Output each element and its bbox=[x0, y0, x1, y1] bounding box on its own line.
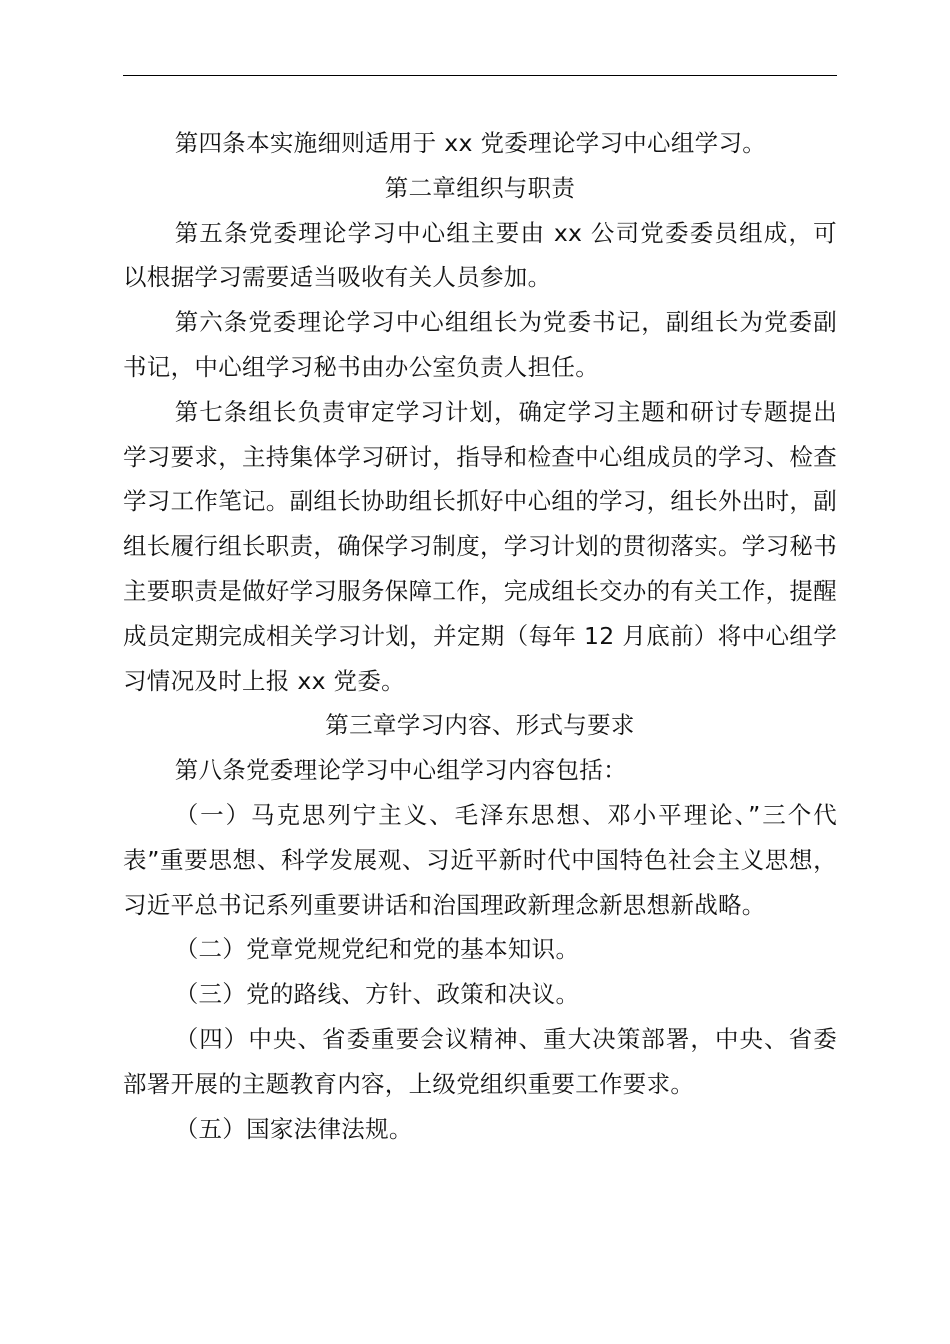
article-4: 第四条本实施细则适用于 xx 党委理论学习中心组学习。 bbox=[174, 129, 767, 157]
article-8-item-1: （一）马克思列宁主义、毛泽东思想、邓小平理论、”三个代表”重要思想、科学发展观、习近平新时代中国特色社会主义思想，习近平总书记系列重要讲话和治国理政新理念新思想新战略。 bbox=[123, 800, 837, 919]
chapter-3-heading: 第三章学习内容、形式与要求 bbox=[325, 711, 635, 740]
chapter-2-heading: 第二章组织与职责 bbox=[384, 173, 576, 202]
article-8-item-4: （四）中央、省委重要会议精神、重大决策部署，中央、省委部署开展的主题教育内容，上级党组织重要工作要求。 bbox=[123, 1024, 837, 1098]
article-8-item-5: （五）国家法律法规。 bbox=[174, 1114, 413, 1143]
article-8-item-2: （二）党章党规党纪和党的基本知识。 bbox=[174, 935, 580, 964]
article-5: 第五条党委理论学习中心组主要由 xx 公司党委委员组成，可以根据学习需要适当吸收有关人员参加。 bbox=[123, 218, 837, 292]
article-8: 第八条党委理论学习中心组学习内容包括： bbox=[174, 756, 627, 785]
article-6: 第六条党委理论学习中心组组长为党委书记，副组长为党委副书记，中心组学习秘书由办公室负责人担任。 bbox=[123, 308, 837, 381]
article-7: 第七条组长负责审定学习计划，确定学习主题和研讨专题提出学习要求，主持集体学习研讨，指导和检查中心组成员的学习、检查学习工作笔记。副组长协助组长抓好中心组的学习，组长外出时，副组长履行组长职责，确保学习制度，学习计划的贯彻落实。学习秘书主要职责是做好学习服务保障工作，完成组长交办的有关工作，提醒成员定期完成相关学习计划，并定期（每年 12 月底前）将中心组学习情况及时上报 xx 党委。 bbox=[123, 397, 837, 695]
header-rule bbox=[123, 75, 837, 76]
article-8-item-3: （三）党的路线、方针、政策和决议。 bbox=[174, 980, 580, 1009]
document-body bbox=[123, 121, 837, 1151]
